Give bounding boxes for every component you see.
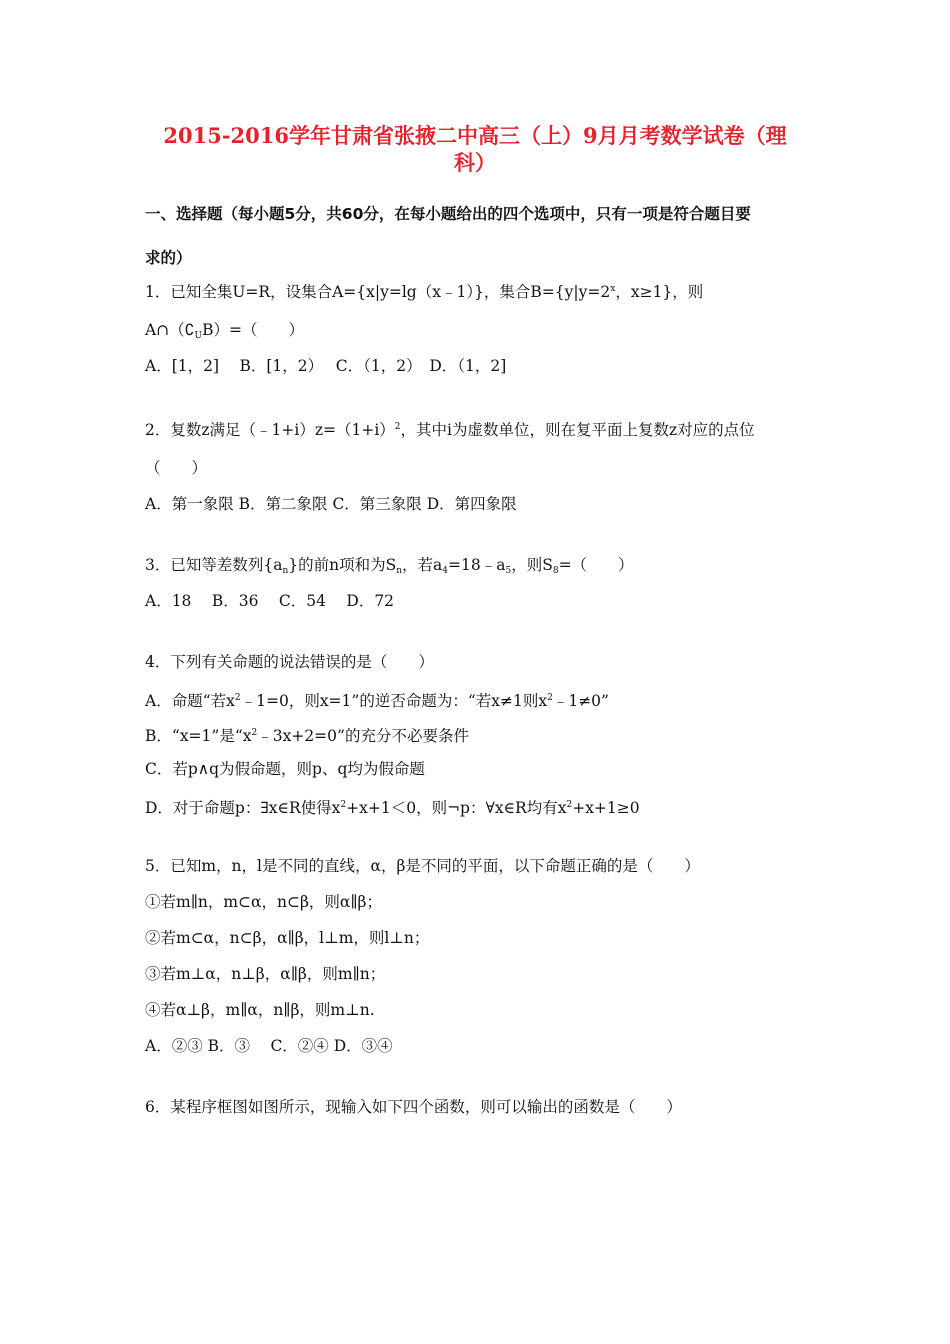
section-line-1: 一、选择题（每小题5分，共60分，在每小题给出的四个选项中，只有一项是符合题目要	[145, 205, 751, 223]
q4d-text-3: +x+1≥0	[572, 799, 640, 817]
question-4-option-d	[145, 795, 640, 818]
question-4-stem: 4．下列有关命题的说法错误的是（ ）	[145, 653, 434, 671]
question-5-statement-3: ③若m⊥α，n⊥β，α∥β，则m∥n；	[145, 965, 386, 983]
q3-text-d: =18﹣a	[448, 556, 506, 574]
question-2-paren: （ ）	[145, 459, 208, 477]
q3-text-e: ，则S	[511, 556, 553, 574]
q3-sub-1: n	[282, 566, 289, 576]
q4a-exponent-2: 2	[547, 693, 553, 703]
q1-text-b: ，x≥1}，则	[615, 283, 704, 301]
q3-sub-3: 4	[442, 566, 449, 576]
q1-text-c: A∩（∁	[145, 321, 195, 339]
question-2-stem	[145, 417, 755, 440]
section-line-2: 求的）	[145, 249, 192, 267]
title-line-2: 科）	[454, 150, 496, 175]
question-4-option-a	[145, 688, 609, 711]
q4a-text-2: ﹣1=0，则x=1”的逆否命题为：“若x≠1则x	[240, 692, 548, 710]
q2-exponent: 2	[394, 422, 401, 432]
q4d-exponent-1: 2	[340, 800, 347, 810]
question-1-stem	[145, 279, 703, 302]
q4b-text-1: B．“x=1”是“x	[145, 727, 252, 745]
question-1-options: A．[1，2] B．[1，2） C．（1，2） D．（1，2]	[145, 357, 507, 375]
q4a-exponent-1: 2	[234, 693, 241, 703]
q1-text-d: B）=（ ）	[202, 321, 305, 339]
question-5-statement-2: ②若m⊂α，n⊂β，α∥β，l⊥m，则l⊥n；	[145, 929, 430, 947]
question-3-options: A．18 B．36 C．54 D．72	[145, 592, 395, 610]
exam-title	[120, 122, 830, 176]
q3-sub-4: 5	[505, 566, 512, 576]
q3-text-c: ，若a	[402, 556, 443, 574]
q4d-exponent-2: 2	[566, 800, 573, 810]
q3-text-f: =（ ）	[558, 556, 634, 574]
q4a-text-3: ﹣1≠0”	[552, 692, 609, 710]
q4d-text-2: +x+1＜0，则¬p：∀x∈R均有x	[346, 799, 567, 817]
question-5-options: A．②③ B．③ C．②④ D．③④	[145, 1037, 393, 1055]
q1-exponent: x	[610, 284, 616, 294]
q1-text-a: 1．已知全集U=R，设集合A={x|y=lg（x﹣1）}，集合B={y|y=2	[145, 283, 611, 301]
q3-sub-2: n	[396, 566, 403, 576]
question-1-expression	[145, 320, 304, 346]
q4b-exponent: 2	[251, 728, 258, 738]
q3-sub-5: 8	[552, 566, 559, 576]
question-4-option-b	[145, 723, 469, 746]
question-5-statement-1: ①若m∥n，m⊂α，n⊂β，则α∥β；	[145, 893, 383, 911]
title-line-1: 2015-2016学年甘肃省张掖二中高三（上）9月月考数学试卷（理	[163, 123, 787, 148]
q2-text-a: 2．复数z满足（﹣1+i）z=（1+i）	[145, 421, 395, 439]
question-3-stem	[145, 555, 634, 581]
q4d-text-1: D．对于命题p：∃x∈R使得x	[145, 799, 341, 817]
q4b-text-2: ﹣3x+2=0”的充分不必要条件	[257, 727, 469, 745]
q2-text-b: ，其中i为虚数单位，则在复平面上复数z对应的点位	[400, 421, 755, 439]
q3-text-a: 3．已知等差数列{a	[145, 556, 283, 574]
q4a-text-1: A．命题“若x	[145, 692, 235, 710]
q3-text-b: }的前n项和为S	[288, 556, 397, 574]
question-5-statement-4: ④若α⊥β，m∥α，n∥β，则m⊥n.	[145, 1001, 375, 1019]
question-5-stem: 5．已知m，n，l是不同的直线，α，β是不同的平面，以下命题正确的是（ ）	[145, 857, 700, 875]
question-6-stem: 6．某程序框图如图所示，现输入如下四个函数，则可以输出的函数是（ ）	[145, 1098, 682, 1116]
q1-subscript: U	[194, 331, 203, 341]
section-heading	[145, 202, 815, 268]
question-2-options: A．第一象限 B．第二象限 C．第三象限 D．第四象限	[145, 495, 517, 513]
question-4-option-c: C．若p∧q为假命题，则p、q均为假命题	[145, 760, 425, 778]
